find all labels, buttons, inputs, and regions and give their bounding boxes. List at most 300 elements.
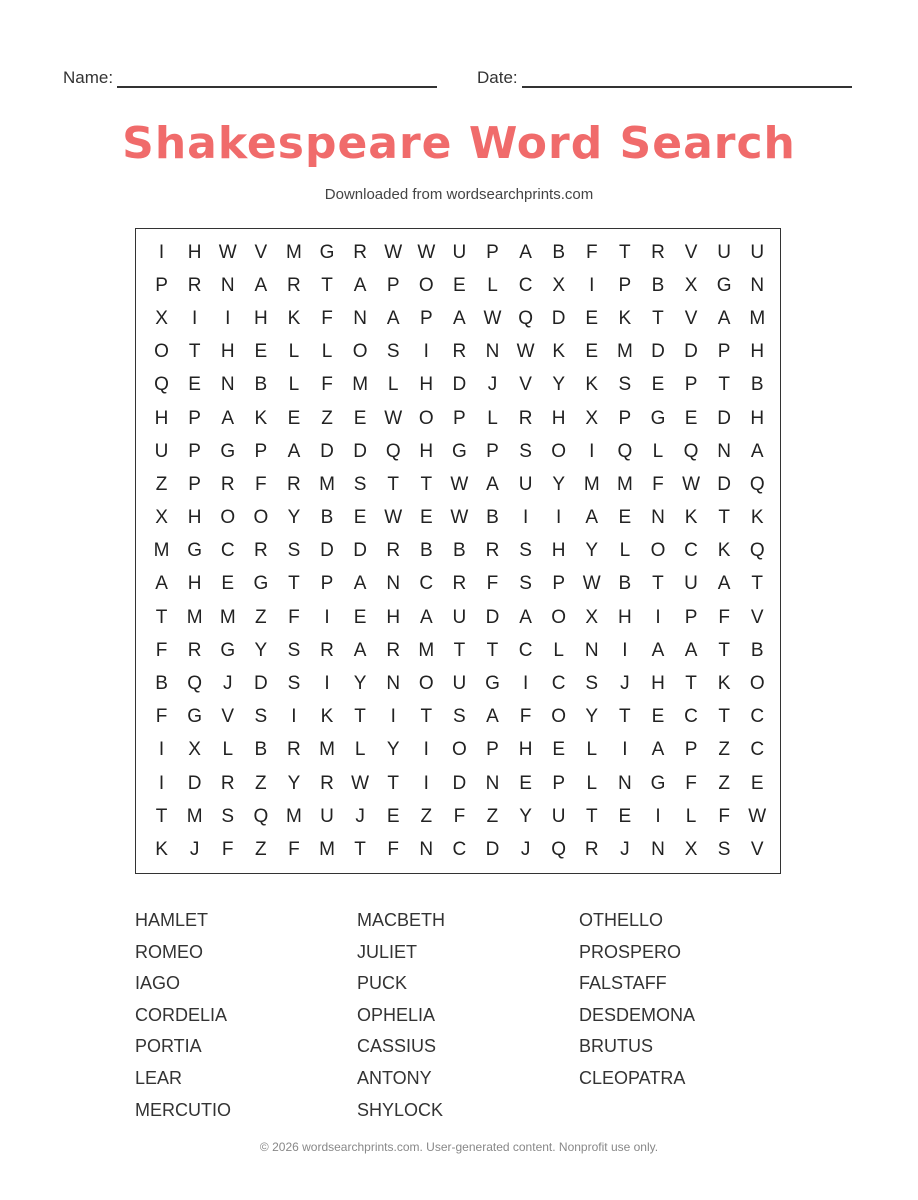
grid-letter[interactable]: F [155, 639, 168, 661]
grid-letter[interactable]: N [485, 772, 500, 794]
grid-letter[interactable]: S [717, 838, 731, 860]
grid-letter[interactable]: E [353, 507, 367, 529]
grid-letter[interactable]: B [254, 374, 268, 396]
grid-letter[interactable]: L [652, 440, 664, 462]
grid-letter[interactable]: C [684, 540, 698, 562]
grid-letter[interactable]: M [418, 639, 435, 661]
grid-letter[interactable]: K [717, 673, 731, 695]
grid-letter[interactable]: R [320, 772, 334, 794]
grid-letter[interactable]: C [419, 573, 434, 595]
grid-letter[interactable]: P [552, 772, 566, 794]
grid-letter[interactable]: C [518, 639, 533, 661]
grid-letter[interactable]: D [187, 772, 202, 794]
grid-letter[interactable]: V [750, 606, 764, 628]
grid-letter[interactable]: B [155, 673, 168, 695]
grid-letter[interactable]: R [386, 639, 401, 661]
grid-letter[interactable]: P [188, 407, 201, 429]
grid-letter[interactable]: F [321, 307, 333, 329]
grid-letter[interactable]: K [287, 307, 301, 329]
grid-letter[interactable]: G [650, 407, 666, 429]
grid-letter[interactable]: A [585, 507, 599, 529]
grid-letter[interactable]: D [253, 673, 268, 695]
grid-letter[interactable]: T [685, 673, 697, 695]
grid-letter[interactable]: A [386, 307, 400, 329]
grid-letter[interactable]: V [684, 241, 698, 263]
grid-letter[interactable]: A [519, 606, 532, 628]
grid-letter[interactable]: U [320, 805, 334, 827]
grid-letter[interactable]: H [419, 374, 434, 396]
grid-letter[interactable]: S [618, 374, 632, 396]
grid-letter[interactable]: I [522, 507, 529, 529]
grid-letter[interactable]: S [585, 673, 599, 695]
grid-letter[interactable]: M [319, 473, 335, 495]
grid-letter[interactable]: S [519, 540, 532, 562]
grid-letter[interactable]: W [384, 407, 403, 429]
grid-letter[interactable]: H [386, 606, 401, 628]
grid-letter[interactable]: T [585, 805, 598, 827]
grid-letter[interactable]: K [155, 838, 168, 860]
grid-letter[interactable]: F [255, 473, 267, 495]
grid-letter[interactable]: M [286, 805, 302, 827]
grid-letter[interactable]: P [717, 341, 731, 363]
grid-letter[interactable]: P [453, 407, 466, 429]
grid-letter[interactable]: A [651, 739, 665, 761]
grid-letter[interactable]: B [254, 739, 268, 761]
grid-letter[interactable]: Q [385, 440, 401, 462]
grid-letter[interactable]: M [186, 606, 203, 628]
grid-letter[interactable]: Z [255, 838, 267, 860]
grid-letter[interactable]: X [585, 407, 599, 429]
grid-letter[interactable]: W [218, 241, 237, 263]
grid-letter[interactable]: W [516, 341, 535, 363]
grid-letter[interactable]: R [518, 407, 533, 429]
grid-letter[interactable]: Q [749, 473, 765, 495]
grid-letter[interactable]: V [684, 307, 698, 329]
grid-letter[interactable]: V [221, 706, 235, 728]
grid-letter[interactable]: I [522, 673, 529, 695]
grid-letter[interactable]: D [651, 341, 665, 363]
grid-letter[interactable]: I [589, 274, 595, 296]
grid-letter[interactable]: H [551, 540, 566, 562]
grid-letter[interactable]: E [386, 805, 400, 827]
grid-letter[interactable]: P [684, 374, 698, 396]
grid-letter[interactable]: E [353, 407, 367, 429]
grid-letter[interactable]: L [487, 407, 498, 429]
grid-letter[interactable]: O [749, 673, 765, 695]
grid-letter[interactable]: E [684, 407, 698, 429]
grid-letter[interactable]: U [452, 673, 467, 695]
grid-letter[interactable]: Z [155, 473, 168, 495]
grid-letter[interactable]: S [519, 440, 532, 462]
grid-letter[interactable]: Z [718, 739, 730, 761]
grid-letter[interactable]: P [486, 739, 499, 761]
grid-letter[interactable]: R [353, 241, 367, 263]
grid-letter[interactable]: D [717, 473, 731, 495]
grid-letter[interactable]: Z [255, 772, 267, 794]
grid-letter[interactable]: N [750, 274, 765, 296]
grid-letter[interactable]: X [684, 274, 698, 296]
grid-letter[interactable]: E [453, 274, 466, 296]
grid-letter[interactable]: Y [585, 706, 599, 728]
grid-letter[interactable]: B [453, 540, 466, 562]
grid-letter[interactable]: Y [254, 639, 268, 661]
date-line[interactable] [522, 72, 852, 88]
grid-letter[interactable]: G [253, 573, 269, 595]
grid-letter[interactable]: U [750, 241, 765, 263]
grid-letter[interactable]: X [155, 507, 168, 529]
grid-letter[interactable]: R [452, 573, 467, 595]
grid-letter[interactable]: O [551, 606, 567, 628]
grid-letter[interactable]: W [582, 573, 601, 595]
grid-letter[interactable]: I [291, 706, 297, 728]
grid-letter[interactable]: C [551, 673, 566, 695]
grid-letter[interactable]: S [287, 673, 301, 695]
grid-letter[interactable]: N [651, 507, 665, 529]
grid-letter[interactable]: Y [552, 473, 566, 495]
grid-letter[interactable]: R [320, 639, 334, 661]
grid-letter[interactable]: S [453, 706, 466, 728]
grid-letter[interactable]: H [187, 507, 202, 529]
grid-letter[interactable]: B [419, 540, 433, 562]
grid-letter[interactable]: B [750, 374, 764, 396]
grid-letter[interactable]: R [220, 473, 235, 495]
grid-letter[interactable]: Q [683, 440, 699, 462]
grid-letter[interactable]: E [651, 706, 665, 728]
grid-letter[interactable]: S [353, 473, 367, 495]
grid-letter[interactable]: K [717, 540, 731, 562]
grid-letter[interactable]: Y [287, 507, 301, 529]
name-field[interactable] [63, 68, 437, 88]
grid-letter[interactable]: Z [420, 805, 433, 827]
grid-letter[interactable]: T [619, 706, 631, 728]
grid-letter[interactable]: Y [585, 540, 599, 562]
grid-letter[interactable]: E [750, 772, 764, 794]
grid-letter[interactable]: Q [617, 440, 633, 462]
grid-letter[interactable]: Z [486, 805, 499, 827]
grid-letter[interactable]: R [287, 739, 301, 761]
grid-letter[interactable]: M [749, 307, 766, 329]
grid-letter[interactable]: H [187, 241, 202, 263]
grid-letter[interactable]: O [253, 507, 269, 529]
grid-letter[interactable]: H [187, 573, 202, 595]
grid-letter[interactable]: W [384, 241, 403, 263]
grid-letter[interactable]: K [618, 307, 632, 329]
grid-letter[interactable]: G [187, 540, 203, 562]
grid-letter[interactable]: I [556, 507, 562, 529]
grid-letter[interactable]: R [584, 838, 599, 860]
grid-letter[interactable]: H [154, 407, 169, 429]
grid-letter[interactable]: H [518, 739, 533, 761]
grid-letter[interactable]: P [684, 606, 698, 628]
grid-letter[interactable]: P [188, 473, 201, 495]
grid-letter[interactable]: G [452, 440, 467, 462]
grid-letter[interactable]: J [520, 838, 531, 860]
grid-letter[interactable]: N [220, 374, 235, 396]
grid-letter[interactable]: A [684, 639, 698, 661]
grid-letter[interactable]: A [353, 639, 367, 661]
grid-letter[interactable]: R [386, 540, 401, 562]
grid-letter[interactable]: Y [386, 739, 400, 761]
grid-letter[interactable]: A [486, 473, 499, 495]
grid-letter[interactable]: A [254, 274, 268, 296]
grid-letter[interactable]: T [718, 507, 730, 529]
grid-letter[interactable]: U [717, 241, 731, 263]
grid-letter[interactable]: M [319, 739, 335, 761]
grid-letter[interactable]: W [450, 473, 469, 495]
grid-letter[interactable]: T [751, 573, 764, 595]
grid-letter[interactable]: H [220, 341, 235, 363]
grid-letter[interactable]: K [750, 507, 764, 529]
grid-letter[interactable]: S [519, 573, 532, 595]
grid-letter[interactable]: M [219, 606, 236, 628]
grid-letter[interactable]: H [750, 341, 765, 363]
grid-letter[interactable]: O [154, 341, 169, 363]
grid-letter[interactable]: M [352, 374, 369, 396]
name-line[interactable] [117, 72, 437, 88]
grid-letter[interactable]: D [320, 440, 334, 462]
grid-letter[interactable]: K [320, 706, 334, 728]
grid-letter[interactable]: Q [551, 838, 567, 860]
grid-letter[interactable]: C [684, 706, 698, 728]
grid-letter[interactable]: C [518, 274, 533, 296]
grid-letter[interactable]: B [552, 241, 566, 263]
grid-letter[interactable]: R [287, 274, 301, 296]
grid-letter[interactable]: R [253, 540, 268, 562]
grid-letter[interactable]: E [221, 573, 235, 595]
grid-letter[interactable]: B [618, 573, 632, 595]
grid-letter[interactable]: M [616, 473, 633, 495]
grid-letter[interactable]: T [321, 274, 333, 296]
grid-letter[interactable]: O [352, 341, 368, 363]
grid-letter[interactable]: N [485, 341, 500, 363]
grid-letter[interactable]: L [619, 540, 631, 562]
grid-letter[interactable]: W [384, 507, 403, 529]
grid-letter[interactable]: P [386, 274, 400, 296]
grid-letter[interactable]: T [486, 639, 499, 661]
grid-letter[interactable]: I [158, 739, 165, 761]
grid-letter[interactable]: G [187, 706, 203, 728]
grid-letter[interactable]: A [519, 241, 532, 263]
grid-letter[interactable]: B [651, 274, 665, 296]
grid-letter[interactable]: E [188, 374, 201, 396]
grid-letter[interactable]: Z [321, 407, 333, 429]
grid-letter[interactable]: C [750, 706, 765, 728]
grid-letter[interactable]: A [717, 307, 731, 329]
grid-letter[interactable]: Y [519, 805, 532, 827]
grid-letter[interactable]: T [387, 772, 399, 794]
grid-letter[interactable]: N [220, 274, 235, 296]
grid-letter[interactable]: I [324, 606, 330, 628]
grid-letter[interactable]: U [551, 805, 566, 827]
grid-letter[interactable]: W [748, 805, 767, 827]
grid-letter[interactable]: E [353, 606, 367, 628]
grid-letter[interactable]: Q [187, 673, 203, 695]
grid-letter[interactable]: T [387, 473, 399, 495]
grid-letter[interactable]: R [187, 274, 202, 296]
grid-letter[interactable]: L [321, 341, 333, 363]
grid-letter[interactable]: A [651, 639, 665, 661]
grid-letter[interactable]: D [717, 407, 731, 429]
grid-letter[interactable]: D [485, 606, 500, 628]
grid-letter[interactable]: A [221, 407, 235, 429]
grid-letter[interactable]: F [288, 606, 300, 628]
grid-letter[interactable]: P [254, 440, 268, 462]
grid-letter[interactable]: Q [518, 307, 533, 329]
grid-letter[interactable]: D [551, 307, 566, 329]
grid-letter[interactable]: T [718, 374, 730, 396]
grid-letter[interactable]: O [418, 673, 434, 695]
grid-letter[interactable]: N [386, 673, 401, 695]
grid-letter[interactable]: U [684, 573, 698, 595]
grid-letter[interactable]: Q [749, 540, 765, 562]
grid-letter[interactable]: O [220, 507, 236, 529]
grid-letter[interactable]: M [583, 473, 600, 495]
grid-letter[interactable]: Q [154, 374, 169, 396]
grid-letter[interactable]: S [287, 639, 301, 661]
grid-letter[interactable]: D [452, 772, 467, 794]
grid-letter[interactable]: Z [718, 772, 730, 794]
grid-letter[interactable]: J [620, 673, 630, 695]
grid-letter[interactable]: F [321, 374, 333, 396]
grid-letter[interactable]: V [519, 374, 532, 396]
grid-letter[interactable]: R [651, 241, 665, 263]
grid-letter[interactable]: L [685, 805, 697, 827]
grid-letter[interactable]: S [254, 706, 268, 728]
grid-letter[interactable]: S [386, 341, 400, 363]
grid-letter[interactable]: D [452, 374, 467, 396]
grid-letter[interactable]: T [288, 573, 300, 595]
grid-letter[interactable]: R [485, 540, 500, 562]
grid-letter[interactable]: H [551, 407, 566, 429]
grid-letter[interactable]: F [155, 706, 168, 728]
grid-letter[interactable]: L [553, 639, 564, 661]
grid-letter[interactable]: D [684, 341, 698, 363]
grid-letter[interactable]: K [585, 374, 599, 396]
grid-letter[interactable]: W [483, 307, 502, 329]
grid-letter[interactable]: O [418, 407, 434, 429]
grid-letter[interactable]: A [717, 573, 731, 595]
grid-letter[interactable]: I [390, 706, 396, 728]
grid-letter[interactable]: N [651, 838, 665, 860]
grid-letter[interactable]: J [189, 838, 200, 860]
grid-letter[interactable]: N [419, 838, 434, 860]
grid-letter[interactable]: U [518, 473, 533, 495]
grid-letter[interactable]: A [353, 573, 367, 595]
grid-letter[interactable]: M [186, 805, 203, 827]
grid-letter[interactable]: P [684, 739, 698, 761]
grid-letter[interactable]: N [353, 307, 367, 329]
grid-letter[interactable]: E [651, 374, 665, 396]
grid-letter[interactable]: X [188, 739, 201, 761]
grid-letter[interactable]: T [155, 606, 168, 628]
grid-letter[interactable]: E [585, 307, 599, 329]
grid-letter[interactable]: O [418, 274, 434, 296]
grid-letter[interactable]: E [618, 507, 632, 529]
grid-letter[interactable]: R [452, 341, 467, 363]
grid-letter[interactable]: T [354, 838, 366, 860]
grid-letter[interactable]: X [552, 274, 566, 296]
grid-letter[interactable]: F [652, 473, 664, 495]
grid-letter[interactable]: S [221, 805, 235, 827]
grid-letter[interactable]: Q [253, 805, 269, 827]
grid-letter[interactable]: G [220, 440, 236, 462]
grid-letter[interactable]: E [552, 739, 566, 761]
grid-letter[interactable]: A [453, 307, 466, 329]
grid-letter[interactable]: T [188, 341, 201, 363]
grid-letter[interactable]: T [453, 639, 466, 661]
grid-letter[interactable]: X [155, 307, 168, 329]
grid-letter[interactable]: W [450, 507, 469, 529]
grid-letter[interactable]: P [552, 573, 566, 595]
grid-letter[interactable]: L [288, 341, 300, 363]
grid-letter[interactable]: B [320, 507, 334, 529]
grid-letter[interactable]: G [650, 772, 666, 794]
grid-letter[interactable]: J [222, 673, 233, 695]
grid-letter[interactable]: E [419, 507, 433, 529]
grid-letter[interactable]: N [717, 440, 731, 462]
grid-letter[interactable]: C [220, 540, 235, 562]
grid-letter[interactable]: J [355, 805, 365, 827]
grid-letter[interactable]: I [324, 673, 330, 695]
grid-letter[interactable]: O [650, 540, 666, 562]
grid-letter[interactable]: F [288, 838, 300, 860]
grid-letter[interactable]: C [750, 739, 765, 761]
grid-letter[interactable]: L [586, 772, 598, 794]
grid-letter[interactable]: I [589, 440, 595, 462]
grid-letter[interactable]: M [319, 838, 335, 860]
grid-letter[interactable]: R [287, 473, 301, 495]
grid-letter[interactable]: H [617, 606, 632, 628]
grid-letter[interactable]: F [387, 838, 399, 860]
grid-letter[interactable]: T [155, 805, 168, 827]
grid-letter[interactable]: I [423, 772, 429, 794]
grid-letter[interactable]: A [287, 440, 301, 462]
grid-letter[interactable]: O [551, 440, 567, 462]
grid-letter[interactable]: I [225, 307, 231, 329]
grid-letter[interactable]: V [750, 838, 764, 860]
grid-letter[interactable]: P [618, 274, 632, 296]
grid-letter[interactable]: K [254, 407, 268, 429]
grid-letter[interactable]: W [417, 241, 436, 263]
grid-letter[interactable]: F [453, 805, 466, 827]
grid-letter[interactable]: T [420, 473, 433, 495]
grid-letter[interactable]: Y [287, 772, 301, 794]
grid-letter[interactable]: D [320, 540, 334, 562]
grid-letter[interactable]: R [220, 772, 235, 794]
grid-letter[interactable]: R [187, 639, 202, 661]
grid-letter[interactable]: I [622, 639, 628, 661]
grid-letter[interactable]: I [655, 606, 661, 628]
grid-letter[interactable]: I [192, 307, 198, 329]
grid-letter[interactable]: K [552, 341, 566, 363]
grid-letter[interactable]: O [551, 706, 567, 728]
grid-letter[interactable]: D [353, 440, 367, 462]
grid-letter[interactable]: E [254, 341, 268, 363]
grid-letter[interactable]: E [618, 805, 632, 827]
grid-letter[interactable]: D [485, 838, 500, 860]
grid-letter[interactable]: K [684, 507, 698, 529]
grid-letter[interactable]: A [353, 274, 367, 296]
grid-letter[interactable]: T [652, 307, 664, 329]
grid-letter[interactable]: G [319, 241, 335, 263]
grid-letter[interactable]: B [750, 639, 764, 661]
grid-letter[interactable]: H [750, 407, 765, 429]
grid-letter[interactable]: B [486, 507, 499, 529]
grid-letter[interactable]: F [718, 606, 730, 628]
grid-letter[interactable]: E [585, 341, 599, 363]
grid-letter[interactable]: P [486, 241, 499, 263]
grid-letter[interactable]: F [718, 805, 730, 827]
